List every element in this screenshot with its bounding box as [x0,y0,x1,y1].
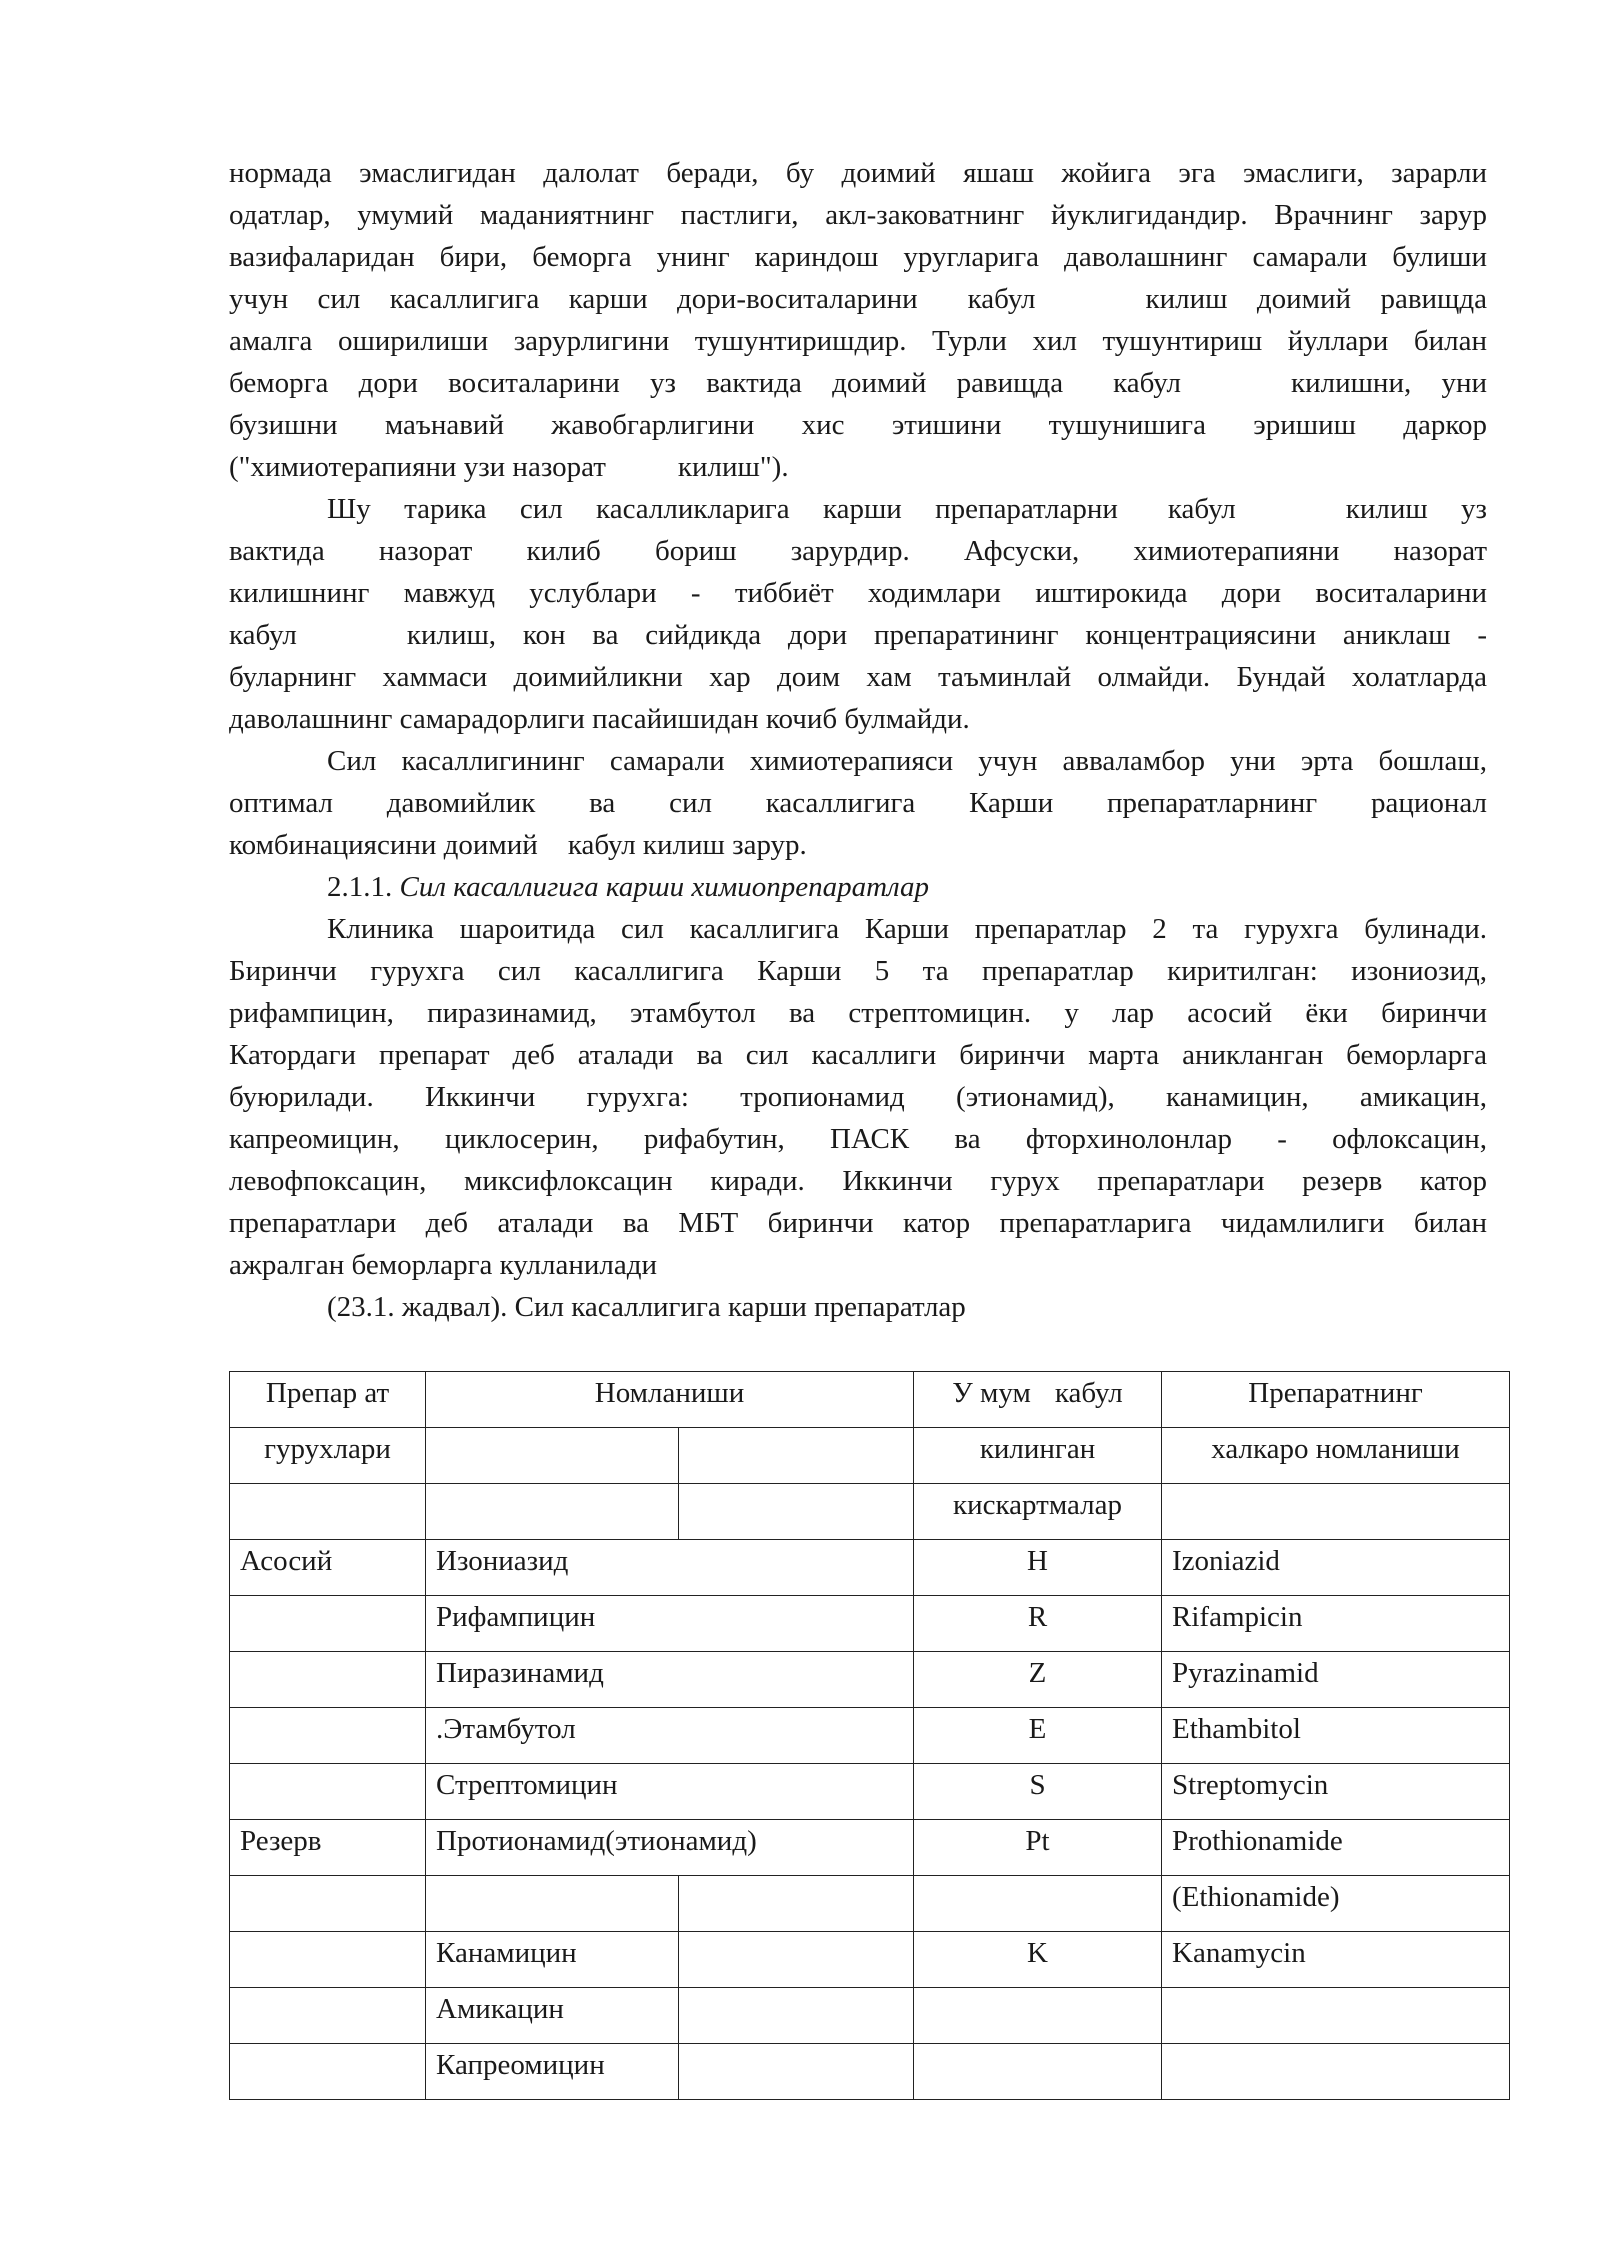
header-abbr-2: килинган [914,1428,1162,1484]
p4-line-1: Клиника шароитида сил касаллигига Карши препаратлар 2 та гурухга булинади. [327,913,1487,945]
table-row [230,1932,1510,1988]
cell-group [230,1988,426,2044]
table-row [230,1540,1510,1596]
header-group-1: Препар ат [230,1372,426,1428]
p1-line-2: одатлар, умумий маданиятнинг пастлиги, акл-заковатнинг йуклигидандир. Врачнинг зарур [229,199,1487,231]
cell-group [230,1932,426,1988]
cell-group [230,1596,426,1652]
cell-intl: Prothionamide [1162,1820,1510,1876]
p2-line-1 [229,488,1487,530]
table-row [230,1820,1510,1876]
table-cell [679,1428,914,1484]
table-header-row [230,1428,1510,1484]
cell-intl [1162,1988,1510,2044]
cell-abbr [914,1988,1162,2044]
p2-line-3: килишнинг мавжуд услублари - тиббиёт ходимлари иштирокида дори воситаларини [229,577,1487,609]
drugs-table [229,1371,1510,2100]
table-cell [230,1484,426,1540]
section-number: 2.1.1. [327,871,393,903]
p1-line-4 [229,278,1487,320]
cell-group [230,2044,426,2100]
p2-line-1-a: Шу тарика сил касалликларига карши препаратларни [327,493,1118,525]
p1-line-5: амалга оширилиши зарурлигини тушунтиришдир. Турли хил тушунтириш йуллари билан [229,325,1487,357]
p3-line-2: оптимал давомийлик ва сил касаллигига Карши препаратларнинг рационал [229,787,1487,819]
p2-line-4-a: кабул [229,619,297,651]
cell-name: Стрептомицин [426,1764,914,1820]
p1-line-6-c: килишни, уни [1291,367,1487,399]
p3-line-3 [229,824,1487,866]
table-row [230,1988,1510,2044]
p3-line-1: Сил касаллигининг самарали химиотерапияси учун авваламбор уни эрта бошлаш, [327,745,1487,777]
p2-line-1-b: кабул [1167,493,1236,525]
cell-intl: Rifampicin [1162,1596,1510,1652]
table-caption: (23.1. жадвал). Сил касаллигига карши препаратлар [327,1291,966,1323]
p2-line-4 [229,614,1487,656]
header-abbr-3: кискартмалар [914,1484,1162,1540]
p1-line-1: нормада эмаслигидан далолат беради, бу доимий яшаш жойига эга эмаслиги, зарарли [229,157,1487,189]
p4-line-9: ажралган беморларга кулланилади [229,1249,657,1281]
table-row [230,1764,1510,1820]
cell-group: Асосий [230,1540,426,1596]
cell-intl [1162,2044,1510,2100]
p2-line-6: даволашнинг самарадорлиги пасайишидан кочиб булмайди. [229,703,970,735]
p1-line-4-a: учун сил касаллигига карши дори-воситаларини [229,283,918,315]
cell-intl: Pyrazinamid [1162,1652,1510,1708]
cell-name [426,1876,679,1932]
p1-line-6 [229,362,1487,404]
p1-line-4-b: кабул [967,283,1036,315]
table-cell [426,1428,679,1484]
p2-line-2: вактида назорат килиб бориш зарурдир. Афсуски, химиотерапияни назорат [229,535,1487,567]
table-cell [679,2044,914,2100]
p2-line-4-b: килиш, кон ва сийдикда дори препаратининг концентрациясини аниклаш - [406,619,1487,651]
header-abbr-1-b: кабул [1054,1377,1123,1409]
cell-group [230,1708,426,1764]
table-cell [679,1932,914,1988]
cell-abbr [914,2044,1162,2100]
p4-line-4: Катордаги препарат деб аталади ва сил касаллиги биринчи марта аникланган беморларга [229,1039,1487,1071]
header-intl-1: Препаратнинг [1162,1372,1510,1428]
p1-line-6-a: беморга дори воситаларини уз вактида доимий равищда [229,367,1064,399]
table-header-row [230,1372,1510,1428]
p1-line-8-b: килиш"). [677,451,789,483]
p1-line-3: вазифаларидан бири, беморга унинг кариндош уругларига даволашнинг самарали булиши [229,241,1487,273]
cell-group [230,1764,426,1820]
p4-line-6: капреомицин, циклосерин, рифабутин, ПАСК ва фторхинолонлар - офлоксацин, [229,1123,1487,1155]
p3-line-3-a: комбинациясини доимий [229,829,538,861]
p4-line-2: Биринчи гурухга сил касаллигига Карши 5 та препаратлар киритилган: изониозид, [229,955,1487,987]
table-cell [679,1876,914,1932]
cell-abbr: R [914,1596,1162,1652]
table-row [230,2044,1510,2100]
p1-line-7: бузишни маънавий жавобгарлигини хис этишини тушунишига эришиш даркор [229,409,1487,441]
table-header-row [230,1484,1510,1540]
cell-abbr [914,1876,1162,1932]
cell-abbr: H [914,1540,1162,1596]
cell-abbr: E [914,1708,1162,1764]
table-cell [426,1484,679,1540]
section-heading [229,866,1487,908]
cell-intl: Streptomycin [1162,1764,1510,1820]
table-cell [1162,1484,1510,1540]
cell-abbr: S [914,1764,1162,1820]
cell-name: Изониазид [426,1540,914,1596]
cell-intl: Izoniazid [1162,1540,1510,1596]
table-row [230,1876,1510,1932]
p1-line-8-a: ("химиотерапияни узи назорат [229,451,606,483]
table-cell [679,1484,914,1540]
cell-group: Резерв [230,1820,426,1876]
cell-intl: (Ethionamide) [1162,1876,1510,1932]
p1-line-6-b: кабул [1113,367,1181,399]
header-group-2: гурухлари [230,1428,426,1484]
cell-group [230,1876,426,1932]
table-row [230,1708,1510,1764]
body-text [229,152,1487,1328]
p4-line-5: буюрилади. Иккинчи гурухга: тропионамид (этионамид), канамицин, амикацин, [229,1081,1487,1113]
table-row [230,1652,1510,1708]
p4-line-7: левофпоксацин, миксифлоксацин киради. Иккинчи гурух препаратлари резерв катор [229,1165,1487,1197]
table-cell [679,1988,914,2044]
cell-name: Рифампицин [426,1596,914,1652]
cell-name: Протионамид(этионамид) [426,1820,914,1876]
section-title: Сил касаллигига карши химиопрепаратлар [399,871,930,903]
cell-intl: Ethambitol [1162,1708,1510,1764]
header-intl-2: халкаро номланиши [1162,1428,1510,1484]
header-abbr-1-a: У мум [952,1377,1031,1409]
cell-name: Канамицин [426,1932,679,1988]
p3-line-3-b: кабул килиш зарур. [567,829,807,861]
cell-name: .Этамбутол [426,1708,914,1764]
p2-line-5: буларнинг хаммаси доимийликни хар доим хам таъминлай олмайди. Бундай холатларда [229,661,1487,693]
p1-line-8 [229,446,1487,488]
table-row [230,1596,1510,1652]
cell-abbr: Pt [914,1820,1162,1876]
cell-group [230,1652,426,1708]
p4-line-8: препаратлари деб аталади ва МБТ биринчи катор препаратларига чидамлилиги билан [229,1207,1487,1239]
header-abbr-1 [914,1372,1162,1428]
cell-abbr: Z [914,1652,1162,1708]
cell-abbr: K [914,1932,1162,1988]
cell-name: Капреомицин [426,2044,679,2100]
cell-name: Амикацин [426,1988,679,2044]
p1-line-4-c: килиш доимий равищда [1145,283,1487,315]
p2-line-1-c: килиш уз [1345,493,1487,525]
header-name: Номланиши [426,1372,914,1428]
cell-intl: Kanamycin [1162,1932,1510,1988]
cell-name: Пиразинамид [426,1652,914,1708]
p4-line-3: рифампицин, пиразинамид, этамбутол ва стрептомицин. у лар асосий ёки биринчи [229,997,1487,1029]
